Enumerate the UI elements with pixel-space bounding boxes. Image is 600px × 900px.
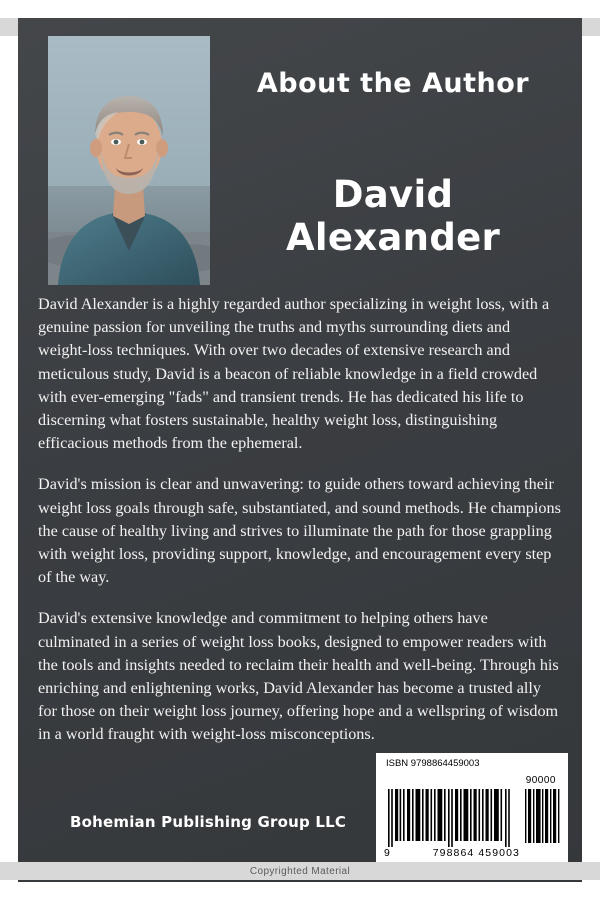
book-back-cover	[18, 18, 582, 882]
copyright-watermark-bottom: Copyrighted Material	[0, 862, 600, 880]
author-portrait-photo	[48, 36, 210, 285]
barcode-digit-prefix: 9	[384, 847, 391, 859]
barcode-digit-body: 798864 459003	[432, 847, 520, 859]
author-name-heading: David Alexander	[285, 173, 501, 259]
bio-paragraph: David Alexander is a highly regarded author specializing in weight loss, with a genuine passion for unveiling the truths and myths surrounding diets and weight-loss techniques. With over two decades of extensive research and meticulous study, David is a beacon of reliable knowledge in a field crowded with ever-emerging "fads" and transient trends. He has dedicated his life to discerning what fosters sustainable, healthy weight loss, distinguishing efficacious methods from the ephemeral.	[38, 295, 550, 453]
barcode-digits	[384, 847, 520, 859]
bio-paragraph: David's mission is clear and unwavering: to guide others toward achieving their weight loss goals through safe, substantiated, and sound methods. He champions the cause of healthy living and strives to illuminate the path for those grappling with weight loss, providing support, knowledge, and encouragement every step of the way.	[38, 475, 561, 587]
barcode-block	[376, 753, 568, 865]
bio-paragraph: David's extensive knowledge and commitment to helping others have culminated in a series of weight loss books, designed to empower readers with the tools and insights needed to reclaim their health and well-being. Through his enriching and enlightening works, David Alexander has become a trusted ally for those on their weight loss journey, offering hope and a wellspring of wisdom in a world fraught with weight-loss misconceptions.	[38, 609, 559, 744]
author-bio	[38, 293, 562, 747]
isbn-label: ISBN 9798864459003	[386, 758, 480, 769]
ean13-barcode-bars	[386, 789, 514, 847]
price-code-label: 90000	[525, 775, 556, 786]
ean5-barcode-bars	[524, 789, 560, 847]
about-the-author-heading: About the Author	[256, 68, 530, 99]
publisher-name: Bohemian Publishing Group LLC	[70, 813, 347, 831]
